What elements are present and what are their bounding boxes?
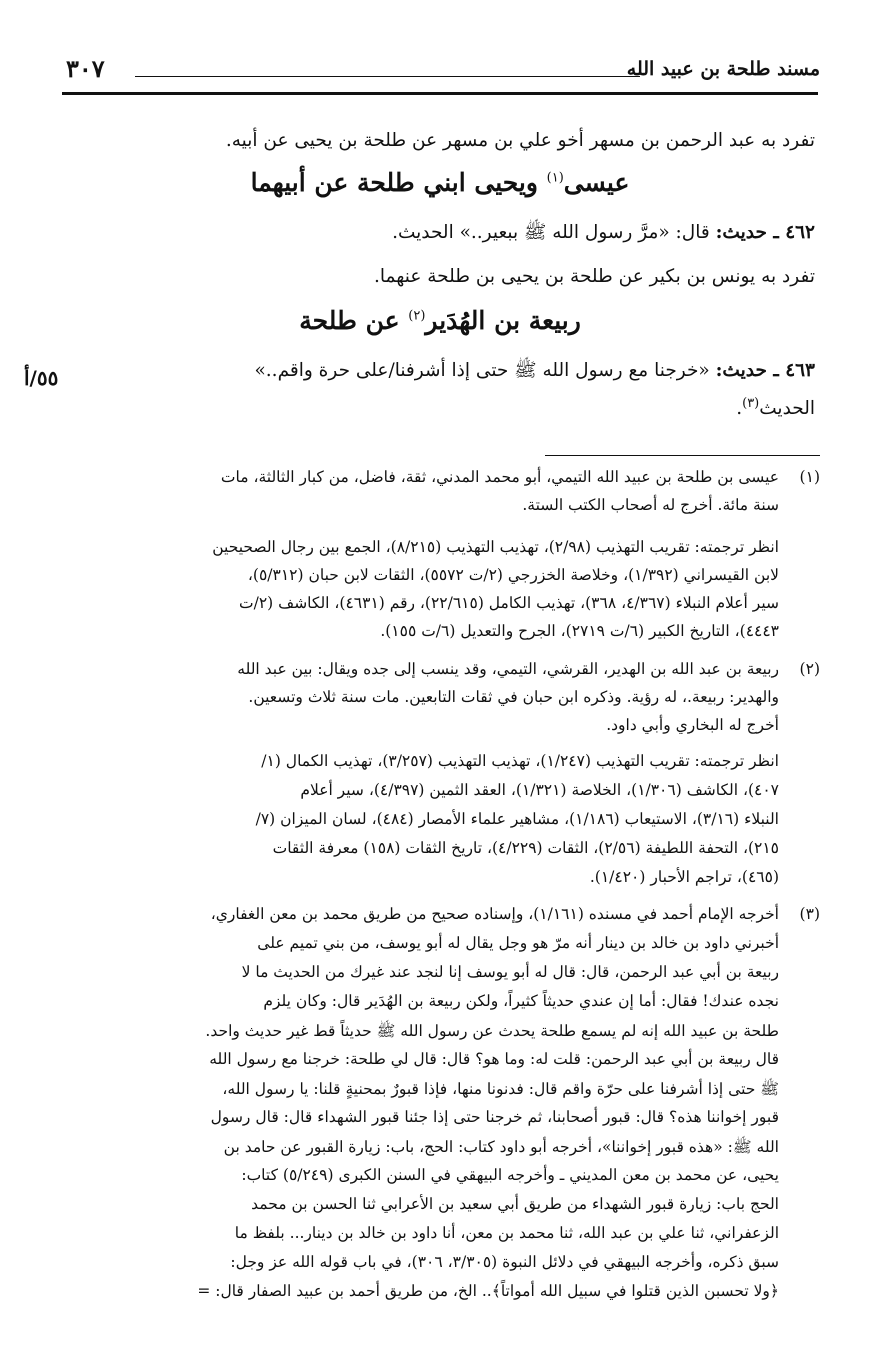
- hadith-463-text: «خرجنا مع رسول الله ﷺ حتى إذا أشرفنا/على حرة واقم..»: [254, 360, 716, 381]
- hadith-462-text: قال: «مرَّ رسول الله ﷺ ببعير..» الحديث.: [392, 222, 716, 243]
- heading-1-part-b: ويحيى ابني طلحة عن أبيهما: [250, 168, 547, 197]
- footnote-line: لابن القيسراني (١/٣٩٢)، وخلاصة الخزرجي (٢/ت ٥٥٧٢)، الثقات لابن حبان (٥/٣١٢)،: [247, 566, 779, 584]
- section-heading-1: [60, 168, 820, 197]
- footnote-ref-2: (٢): [408, 308, 426, 324]
- main-line-3: تفرد به يونس بن بكير عن طلحة بن يحيى بن طلحة عنهما.: [374, 266, 815, 287]
- footnote-line: النبلاء (٣/١٦)، الاستيعاب (١/١٨٦)، مشاهير علماء الأمصار (٤٨٤)، لسان الميزان (٧/: [255, 810, 779, 828]
- footnote-line: الحج باب: زيارة قبور الشهداء من طريق أبي سعيد بن الأعرابي ثنا الحسن بن محمد: [251, 1195, 779, 1213]
- margin-note: ٥٥/أ: [24, 366, 59, 390]
- footnote-line: أخبرني داود بن خالد بن دينار أنه مرّ هو وجل يقال له أبو يوسف، من بني تميم على: [257, 934, 779, 952]
- footnote-line: انظر ترجمته: تقريب التهذيب (١/٢٤٧)، تهذيب التهذيب (٣/٢٥٧)، تهذيب الكمال (١/: [261, 752, 779, 770]
- hadith-463: [254, 360, 815, 386]
- footnote-line: يحيى، عن محمد بن معن المديني ـ وأخرجه البيهقي في السنن الكبرى (٥/٢٤٩) كتاب:: [241, 1166, 779, 1184]
- footnote-line: أخرج له البخاري وأبي داود.: [606, 716, 779, 734]
- footnote-number-3: (٣): [799, 905, 820, 923]
- footnote-line: الزعفراني، ثنا علي بن عبد الله، ثنا محمد بن معن، أنا داود بن خالد بن دينار... بلفظ ما: [234, 1224, 779, 1242]
- footnote-line: ﷺ حتى إذا أشرفنا على حرّة واقم قال: فدنونا منها، فإذا قبورٌ بمحنيةٍ قلنا: يا رسول الله،: [222, 1080, 779, 1098]
- footnote-line: سير أعلام النبلاء (٤/٣٦٧، ٣٦٨)، تهذيب الكامل (٢٢/٦١٥)، رقم (٤٦٣١)، الكاشف (٢/ت: [239, 594, 779, 612]
- footnote-line: قبور إخواننا هذه؟ قال: قبور أصحابنا، ثم خرجنا حتى إذا جئنا قبور الشهداء قال: قال رسول: [210, 1108, 779, 1126]
- header-line: [135, 76, 640, 77]
- heading-2-part-b: عن طلحة: [299, 306, 409, 335]
- footnote-separator: [545, 455, 820, 456]
- footnote-ref-3: (٣): [742, 396, 760, 411]
- footnote-line: ربيعة بن عبد الله بن الهدير، القرشي، التيمي، وقد ينسب إلى جده ويقال: بين عبد الله: [237, 660, 779, 678]
- header-rule: [62, 92, 818, 95]
- footnote-line: سنة مائة. أخرج له أصحاب الكتب الستة.: [522, 496, 779, 514]
- footnote-line: قال ربيعة بن أبي عبد الرحمن: قلت له: وما هو؟ قال: قال لي طلحة: خرجنا مع رسول الله: [209, 1050, 779, 1068]
- footnote-line: ربيعة بن أبي عبد الرحمن، قال: قال له أبو يوسف إنا لنجد عند غيرك من الحديث ما لا: [241, 963, 779, 981]
- hadith-463-end: [736, 396, 815, 419]
- hadith-463-end-a: الحديث: [759, 398, 815, 420]
- footnote-number-1: (١): [799, 468, 820, 486]
- hadith-463-label: ٤٦٣ ـ حديث:: [715, 360, 815, 381]
- hadith-462: [392, 222, 815, 248]
- hadith-463-end-b: .: [736, 398, 743, 420]
- footnote-line: عيسى بن طلحة بن عبيد الله التيمي، أبو محمد المدني، ثقة، فاضل، من كبار الثالثة، مات: [220, 468, 779, 486]
- footnote-ref-1: (١): [546, 170, 564, 186]
- footnote-line: ﴿ولا تحسبن الذين قتلوا في سبيل الله أمواتاً﴾.. الخ، من طريق أحمد بن عبيد الصفار قال: =: [197, 1282, 779, 1300]
- main-line-1: تفرد به عبد الرحمن بن مسهر أخو علي بن مسهر عن طلحة بن يحيى عن أبيه.: [225, 130, 815, 151]
- running-title: مسند طلحة بن عبيد الله: [626, 58, 820, 80]
- heading-2-part-a: ربيعة بن الهُدَير: [425, 306, 581, 335]
- footnote-line: ٤٠٧)، الكاشف (١/٣٠٦)، الخلاصة (١/٣٢١)، العقد الثمين (٤/٣٩٧)، سير أعلام: [300, 781, 779, 799]
- footnote-line: ٢١٥)، التحفة اللطيفة (٢/٥٦)، الثقات (٤/٢٢٩)، تاريخ الثقات (١٥٨) معرفة الثقات: [272, 839, 779, 857]
- footnote-line: انظر ترجمته: تقريب التهذيب (٢/٩٨)، تهذيب التهذيب (٨/٢١٥)، الجمع بين رجال الصحيحين: [212, 538, 779, 556]
- footnote-line: سبق ذكره، وأخرجه البيهقي في دلائل النبوة (٣/٣٠٥، ٣٠٦)، في باب قوله الله عز وجل:: [230, 1253, 779, 1271]
- heading-1-part-a: عيسى: [563, 168, 630, 197]
- footnote-number-2: (٢): [799, 660, 820, 678]
- footnote-line: نجده عندك! فقال: أما إن عندي حديثاً كثيراً، ولكن ربيعة بن الهُدَير قال: وكان يلزم: [263, 992, 779, 1010]
- page-number: ٣٠٧: [66, 54, 105, 83]
- hadith-462-label: ٤٦٢ ـ حديث:: [715, 222, 815, 243]
- page-header: [60, 54, 820, 94]
- footnote-line: والهدير: ربيعة.، له رؤية. وذكره ابن حبان في ثقات التابعين. مات سنة ثلاث وتسعين.: [248, 688, 779, 706]
- section-heading-2: [60, 306, 820, 335]
- footnote-line: ٤٤٤٣)، التاريخ الكبير (٦/ت ٢٧١٩)، الجرح والتعديل (٦/ت ١٥٥).: [380, 622, 779, 640]
- footnote-line: (٤٦٥)، تراجم الأحبار (١/٤٢٠).: [589, 868, 779, 886]
- footnote-line: أخرجه الإمام أحمد في مسنده (١/١٦١)، وإسناده صحيح من طريق محمد بن معن الغفاري،: [210, 905, 779, 923]
- footnote-line: طلحة بن عبيد الله إنه لم يسمع طلحة يحدث عن رسول الله ﷺ حديثاً قط غير حديث واحد.: [205, 1022, 779, 1040]
- footnote-line: الله ﷺ: «هذه قبور إخواننا»، أخرجه أبو داود كتاب: الحج، باب: زيارة القبور عن حامد بن: [223, 1138, 779, 1156]
